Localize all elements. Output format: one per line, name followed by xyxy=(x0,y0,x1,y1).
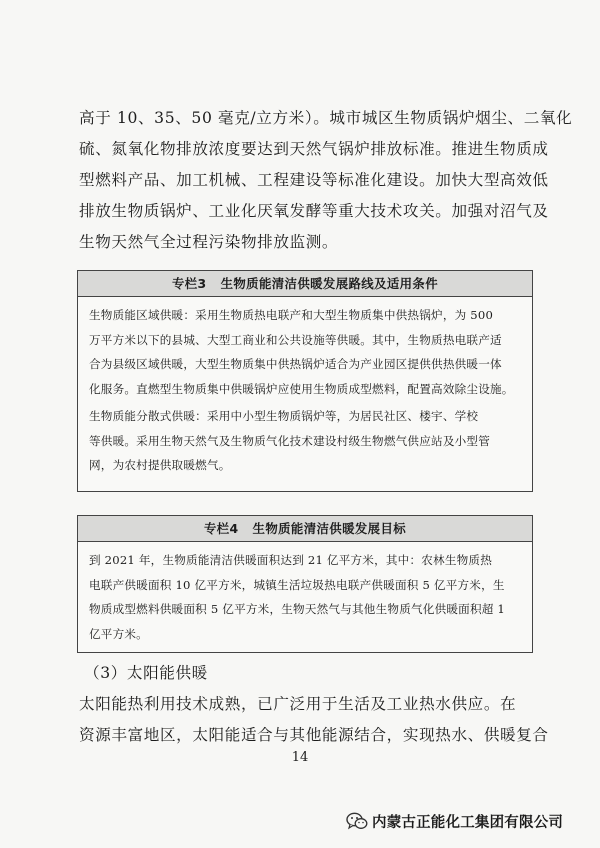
box-line: 亿平方米。 xyxy=(89,626,148,641)
column-box-3 xyxy=(77,270,533,492)
box-line: 合为县级区域供暖，大型生物质集中供热锅炉适合为产业园区提供供热供暖一体 xyxy=(89,357,502,371)
box-line: 生物质能区域供暖：采用生物质热电联产和大型生物质集中供热锅炉，为 500 xyxy=(89,308,494,322)
column-box-title: 生物质能清洁供暖发展路线及适用条件 xyxy=(220,276,439,291)
section-heading: （3）太阳能供暖 xyxy=(84,664,208,682)
box-line: 网，为农村提供取暖燃气。 xyxy=(89,458,231,472)
column-box-number: 专栏3 xyxy=(171,276,207,291)
page-number: 14 xyxy=(291,750,309,765)
column-box-body xyxy=(78,542,532,652)
box-line: 物质成型燃料供暖面积 5 亿平方米，生物天然气与其他生物质气化供暖面积超 1 xyxy=(89,602,506,616)
box-line: 到 2021 年，生物质能清洁供暖面积达到 21 亿平方米，其中：农林生物质热 xyxy=(89,553,493,567)
wechat-icon xyxy=(346,812,368,830)
paragraph-line: 生物天然气全过程污染物排放监测。 xyxy=(79,233,339,251)
column-box-header xyxy=(78,516,532,542)
watermark-text: 内蒙古正能化工集团有限公司 xyxy=(372,814,564,831)
paragraph-line: 高于 10、35、50 毫克/立方米）。城市城区生物质锅炉烟尘、二氧化 xyxy=(79,109,573,127)
paragraph-top xyxy=(79,103,573,258)
paragraph-bottom xyxy=(79,689,549,751)
box-line: 生物质能分散式供暖：采用中小型生物质锅炉等，为居民社区、楼宇、学校 xyxy=(89,409,479,423)
paragraph-line: 型燃料产品、加工机械、工程建设等标准化建设。加快大型高效低 xyxy=(79,171,549,189)
box-line: 电联产供暖面积 10 亿平方米，城镇生活垃圾热电联产供暖面积 5 亿平方米，生 xyxy=(89,577,505,592)
watermark xyxy=(346,809,586,833)
column-box-4 xyxy=(77,515,533,653)
box-line: 化服务。直燃型生物质集中供暖锅炉应使用生物质成型燃料，配置高效除尘设施。 xyxy=(89,381,514,396)
box-line: 等供暖。采用生物天然气及生物质气化技术建设村级生物燃气供应站及小型管 xyxy=(89,433,490,448)
box-line: 万平方米以下的县城、大型工商业和公共设施等供暖。其中，生物质热电联产适 xyxy=(89,332,502,347)
paragraph-line: 硫、氮氧化物排放浓度要达到天然气锅炉排放标准。推进生物质成 xyxy=(79,140,549,158)
column-box-title: 生物质能清洁供暖发展目标 xyxy=(252,521,407,536)
column-box-number: 专栏4 xyxy=(203,521,239,536)
column-box-body xyxy=(78,297,532,484)
paragraph-line: 资源丰富地区，太阳能适合与其他能源结合，实现热水、供暖复合 xyxy=(79,726,549,744)
column-box-header xyxy=(78,271,532,297)
paragraph-line: 太阳能热利用技术成熟，已广泛用于生活及工业热水供应。在 xyxy=(79,695,517,713)
paragraph-line: 排放生物质锅炉、工业化厌氧发酵等重大技术攻关。加强对沼气及 xyxy=(79,202,549,220)
